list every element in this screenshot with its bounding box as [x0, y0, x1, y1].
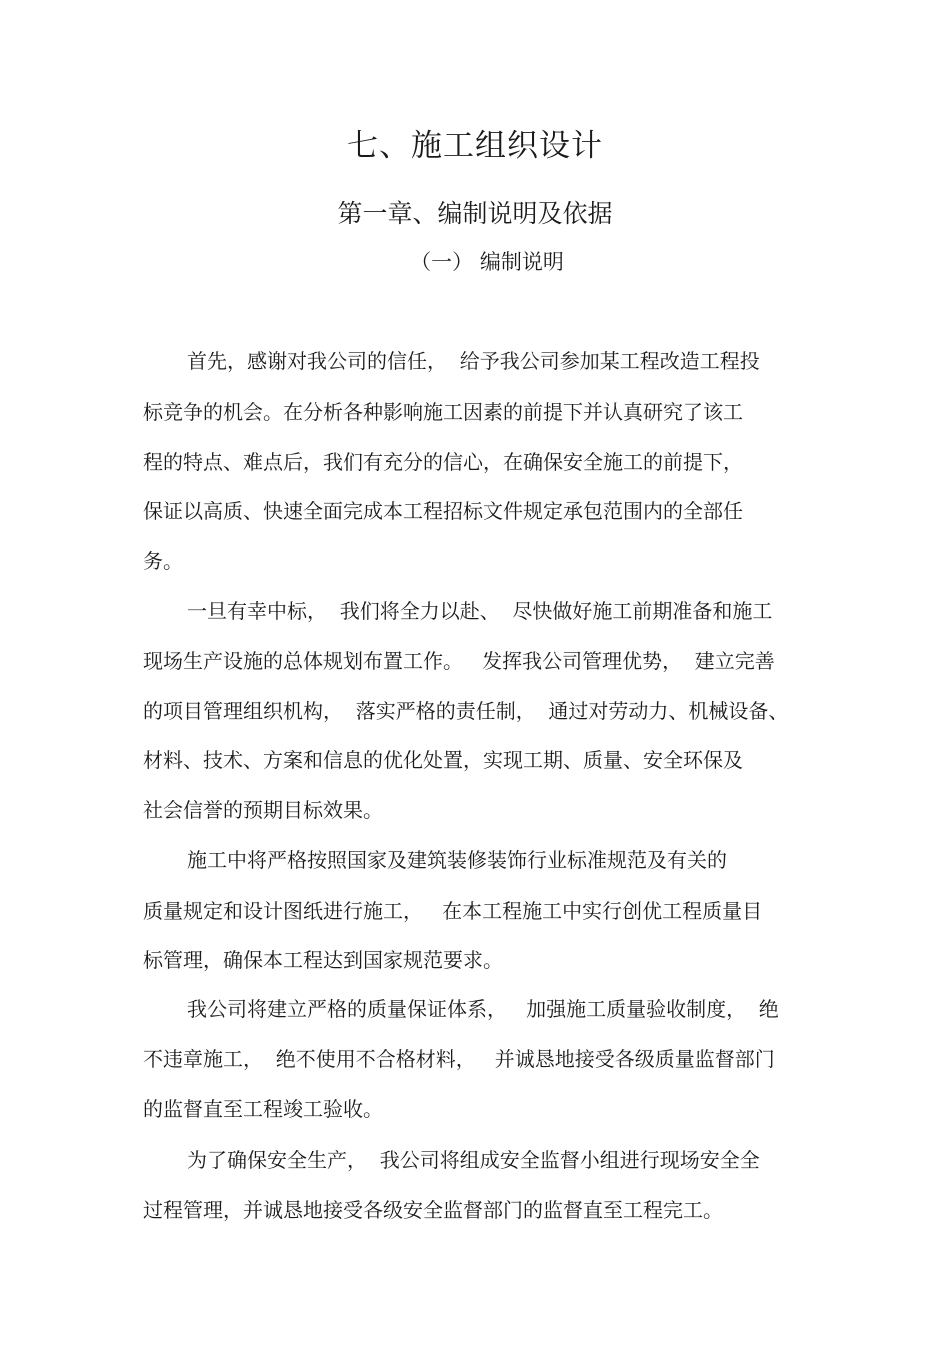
paragraph-line: 务。 — [143, 549, 183, 573]
paragraph-line: 现场生产设施的总体规划布置工作。 发挥我公司管理优势， 建立完善 — [143, 649, 775, 673]
paragraph-line: 质量规定和设计图纸进行施工， 在本工程施工中实行创优工程质量目 — [143, 899, 763, 923]
paragraph-line: 施工中将严格按照国家及建筑装修装饰行业标准规范及有关的 — [187, 848, 727, 872]
paragraph-line: 为了确保安全生产， 我公司将组成安全监督小组进行现场安全全 — [187, 1148, 760, 1172]
paragraph-line: 的监督直至工程竣工验收。 — [143, 1097, 383, 1121]
paragraph-line: 社会信誉的预期目标效果。 — [143, 798, 383, 822]
paragraph-line: 我公司将建立严格的质量保证体系， 加强施工质量验收制度， 绝 — [187, 997, 779, 1021]
section-heading: （一） 编制说明 — [410, 250, 564, 274]
paragraph-line: 标管理，确保本工程达到国家规范要求。 — [143, 948, 503, 972]
paragraph-line: 首先，感谢对我公司的信任， 给予我公司参加某工程改造工程投 — [187, 349, 760, 373]
paragraph-line: 标竞争的机会。在分析各种影响施工因素的前提下并认真研究了该工 — [143, 400, 743, 424]
paragraph-line: 的项目管理组织机构， 落实严格的责任制， 通过对劳动力、机械设备、 — [143, 699, 789, 723]
paragraph-line: 过程管理，并诚恳地接受各级安全监督部门的监督直至工程完工。 — [143, 1198, 723, 1222]
paragraph-line: 不违章施工， 绝不使用不合格材料， 并诚恳地接受各级质量监督部门 — [143, 1047, 775, 1071]
paragraph-line: 一旦有幸中标， 我们将全力以赴、 尽快做好施工前期准备和施工 — [187, 599, 773, 623]
paragraph-line: 程的特点、难点后，我们有充分的信心，在确保安全施工的前提下， — [143, 450, 743, 474]
document-title: 七、施工组织设计 — [347, 128, 603, 164]
paragraph-line: 保证以高质、快速全面完成本工程招标文件规定承包范围内的全部任 — [143, 499, 743, 523]
paragraph-line: 材料、技术、方案和信息的优化处置，实现工期、质量、安全环保及 — [143, 748, 743, 772]
chapter-heading: 第一章、编制说明及依据 — [337, 199, 613, 228]
